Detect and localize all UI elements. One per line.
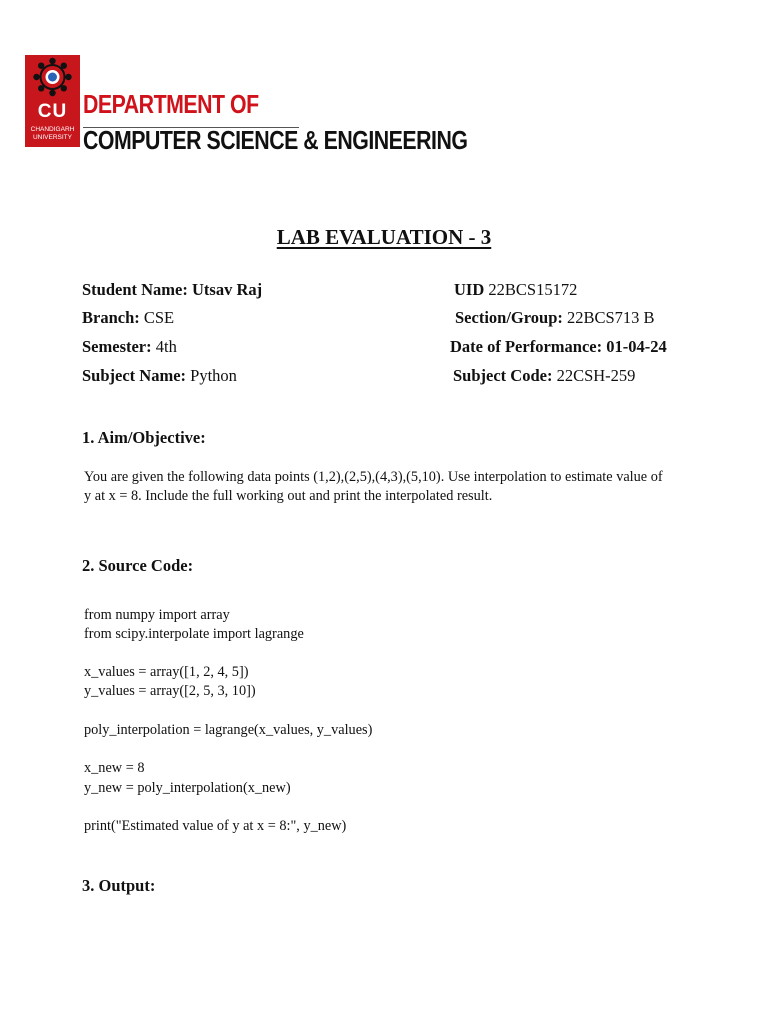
uid-row: UID 22BCS15172 bbox=[454, 280, 578, 299]
date-of-performance-row: Date of Performance: 01-04-24 bbox=[450, 337, 667, 356]
department-title-line1: DEPARTMENT OF bbox=[83, 89, 259, 119]
university-logo bbox=[25, 55, 80, 147]
subject-name-row: Subject Name: Python bbox=[82, 366, 237, 385]
subject-code-row: Subject Code: 22CSH-259 bbox=[453, 366, 636, 385]
code-line: from scipy.interpolate import lagrange bbox=[84, 626, 304, 642]
code-line: y_values = array([2, 5, 3, 10]) bbox=[84, 683, 256, 699]
code-line: y_new = poly_interpolation(x_new) bbox=[84, 780, 291, 796]
section-group-row: Section/Group: 22BCS713 B bbox=[455, 308, 655, 327]
gear-emblem-icon bbox=[25, 55, 80, 101]
code-line: poly_interpolation = lagrange(x_values, y_values) bbox=[84, 722, 373, 738]
aim-text: You are given the following data points (1,2),(2,5),(4,3),(5,10). Use interpolation to estimate value of y at x = 8. Include the full working out and print the interpolated result. bbox=[84, 469, 663, 504]
logo-initials: CU bbox=[37, 101, 68, 122]
student-name-row: Student Name: Utsav Raj bbox=[82, 280, 263, 299]
aim-heading: 1. Aim/Objective: bbox=[82, 428, 206, 447]
department-title-line2: COMPUTER SCIENCE & ENGINEERING bbox=[83, 125, 468, 155]
branch-row: Branch: CSE bbox=[82, 308, 175, 327]
semester-row: Semester: 4th bbox=[82, 337, 177, 356]
logo-university-name: CHANDIGARH UNIVERSITY bbox=[30, 126, 75, 141]
output-heading: 3. Output: bbox=[82, 876, 156, 895]
source-code-heading: 2. Source Code: bbox=[82, 556, 194, 575]
code-line: from numpy import array bbox=[84, 607, 230, 623]
code-line: x_values = array([1, 2, 4, 5]) bbox=[84, 664, 249, 680]
code-line: print("Estimated value of y at x = 8:", y_new) bbox=[84, 818, 347, 834]
code-line: x_new = 8 bbox=[84, 760, 145, 776]
page-title: LAB EVALUATION - 3 bbox=[276, 225, 492, 249]
